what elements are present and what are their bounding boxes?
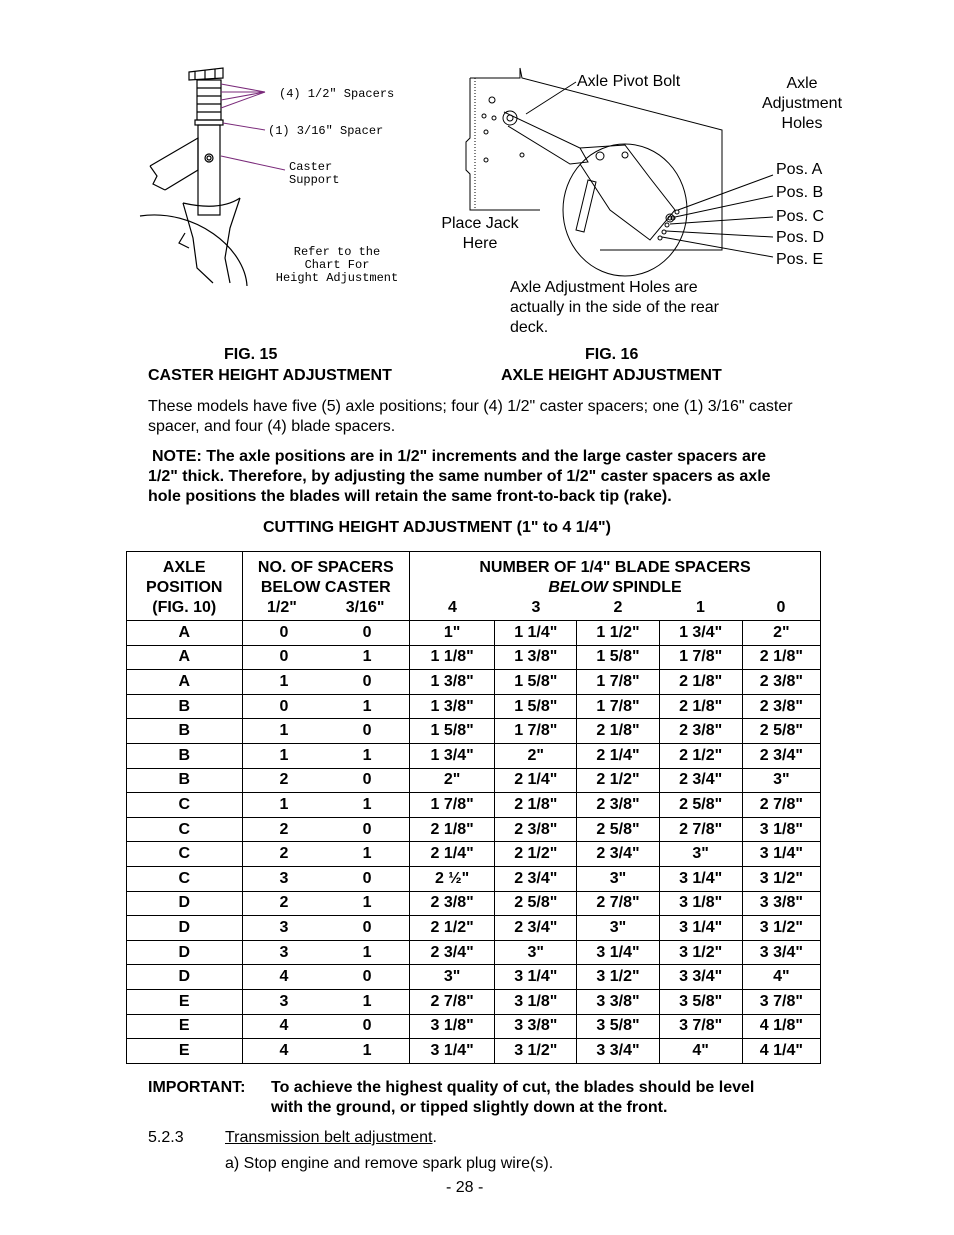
cell-cutting-height: 3": [659, 842, 742, 867]
cell-cutting-height: 3": [577, 866, 659, 891]
refer-line1: Refer to the: [293, 245, 381, 259]
cell-3-16-spacers: 0: [325, 916, 409, 941]
cell-cutting-height: 3 1/4": [659, 866, 742, 891]
label-aah-line1: Axle: [786, 75, 818, 92]
cell-cutting-height: 4 1/8": [742, 1014, 820, 1039]
cell-axle-position: E: [127, 1014, 243, 1039]
cell-cutting-height: 3 5/8": [659, 989, 742, 1014]
intro-line2: spacer, and four (4) blade spacers.: [148, 418, 396, 435]
label-half-inch-spacers: (4) 1/2" Spacers: [279, 87, 395, 101]
cell-3-16-spacers: 1: [325, 842, 409, 867]
cell-cutting-height: 3 1/8": [659, 891, 742, 916]
section-number: 5.2.3: [148, 1129, 184, 1146]
cell-half-spacers: 4: [242, 965, 325, 990]
table-row: [127, 621, 821, 646]
cell-half-spacers: 0: [242, 645, 325, 670]
table-row: [127, 866, 821, 891]
fig16-number: FIG. 16: [585, 346, 639, 363]
header-spacers-line1: NO. OF SPACERS: [257, 559, 394, 576]
cell-axle-position: B: [127, 719, 243, 744]
cell-cutting-height: 3 3/4": [577, 1039, 659, 1064]
cell-cutting-height: 1 7/8": [659, 645, 742, 670]
header-3-16-inch: 3/16": [345, 599, 385, 616]
cell-3-16-spacers: 1: [325, 645, 409, 670]
label-3-16-spacer: (1) 3/16" Spacer: [268, 124, 384, 138]
cell-cutting-height: 3": [495, 940, 577, 965]
table-row: [127, 719, 821, 744]
section-period: .: [432, 1129, 437, 1146]
axle-holes-note-line2: actually in the side of the rear: [510, 299, 720, 316]
cell-cutting-height: 1 5/8": [577, 645, 659, 670]
cell-cutting-height: 2 1/4": [495, 768, 577, 793]
cell-3-16-spacers: 0: [325, 817, 409, 842]
table-row: [127, 842, 821, 867]
axle-note: [148, 447, 771, 507]
cell-axle-position: D: [127, 965, 243, 990]
label-place-jack-line2: Here: [462, 235, 498, 252]
section-title: Transmission belt adjustment: [225, 1129, 433, 1146]
axle-holes-note-line3: deck.: [510, 319, 549, 336]
cell-3-16-spacers: 1: [325, 793, 409, 818]
cell-cutting-height: 3 3/8": [742, 891, 820, 916]
cell-cutting-height: 3 1/4": [659, 916, 742, 941]
label-pos-b: Pos. B: [776, 184, 824, 201]
cell-half-spacers: 0: [242, 621, 325, 646]
cell-cutting-height: 2 1/8": [742, 645, 820, 670]
cell-3-16-spacers: 1: [325, 989, 409, 1014]
cell-half-spacers: 3: [242, 916, 325, 941]
cell-cutting-height: 3 7/8": [659, 1014, 742, 1039]
header-half-inch: 1/2": [266, 599, 297, 616]
label-axle-pivot-bolt: Axle Pivot Bolt: [577, 73, 681, 90]
cell-cutting-height: 2 7/8": [659, 817, 742, 842]
cell-axle-position: C: [127, 866, 243, 891]
header-axle-line2: POSITION: [146, 579, 223, 596]
cell-half-spacers: 2: [242, 842, 325, 867]
header-spacer-sizes: [243, 598, 409, 618]
header-blade-col-3: 3: [531, 599, 541, 616]
cell-half-spacers: 0: [242, 694, 325, 719]
cell-cutting-height: 1 1/4": [495, 621, 577, 646]
cell-cutting-height: 3 1/8": [742, 817, 820, 842]
cell-cutting-height: 2 5/8": [742, 719, 820, 744]
cell-axle-position: D: [127, 916, 243, 941]
header-blade-spacers: [409, 552, 820, 621]
cell-cutting-height: 2 5/8": [577, 817, 659, 842]
cell-axle-position: A: [127, 645, 243, 670]
cell-cutting-height: 3 1/8": [495, 989, 577, 1014]
cell-cutting-height: 2 3/4": [659, 768, 742, 793]
label-place-jack-line1: Place Jack: [441, 215, 519, 232]
cell-cutting-height: 3 3/4": [659, 965, 742, 990]
cell-cutting-height: 3": [409, 965, 494, 990]
label-caster-support: [289, 161, 339, 187]
axle-note-line3: hole positions the blades will retain the same front-to-back tip (rake).: [148, 488, 672, 505]
cell-cutting-height: 2 3/4": [409, 940, 494, 965]
cell-3-16-spacers: 1: [325, 743, 409, 768]
label-place-jack: [430, 214, 530, 254]
cell-axle-position: B: [127, 768, 243, 793]
cell-cutting-height: 3 1/8": [409, 1014, 494, 1039]
cell-cutting-height: 3 3/8": [577, 989, 659, 1014]
cell-cutting-height: 2 7/8": [577, 891, 659, 916]
cell-3-16-spacers: 1: [325, 1039, 409, 1064]
cell-half-spacers: 1: [242, 719, 325, 744]
cell-cutting-height: 3 1/2": [659, 940, 742, 965]
cell-cutting-height: 3 1/4": [495, 965, 577, 990]
intro-line1: These models have five (5) axle positions; four (4) 1/2" caster spacers; one (1) 3/16" caster: [148, 398, 793, 415]
important-label: IMPORTANT:: [148, 1079, 246, 1096]
table-row: [127, 817, 821, 842]
cell-cutting-height: 4 1/4": [742, 1039, 820, 1064]
cell-cutting-height: 1 7/8": [495, 719, 577, 744]
table-row: [127, 989, 821, 1014]
cell-half-spacers: 1: [242, 793, 325, 818]
cell-cutting-height: 3 3/8": [495, 1014, 577, 1039]
cell-cutting-height: 2 3/8": [742, 670, 820, 695]
label-pos-e: Pos. E: [776, 251, 824, 268]
axle-note-line2: 1/2" thick. Therefore, by adjusting the same number of 1/2" caster spacers as axle: [148, 468, 771, 485]
cell-half-spacers: 1: [242, 743, 325, 768]
cell-cutting-height: 1 3/4": [659, 621, 742, 646]
important-line1: To achieve the highest quality of cut, the blades should be level: [271, 1079, 755, 1096]
cell-axle-position: B: [127, 694, 243, 719]
cell-cutting-height: 3 3/4": [742, 940, 820, 965]
cell-half-spacers: 2: [242, 768, 325, 793]
table-row: [127, 694, 821, 719]
cell-cutting-height: 3": [577, 916, 659, 941]
header-axle-line3: (FIG. 10): [152, 599, 217, 616]
cell-cutting-height: 2 3/4": [495, 916, 577, 941]
table-title: CUTTING HEIGHT ADJUSTMENT (1" to 4 1/4"): [263, 519, 611, 536]
cell-cutting-height: 2 1/8": [659, 670, 742, 695]
axle-holes-note: [510, 278, 719, 338]
cell-half-spacers: 2: [242, 817, 325, 842]
header-blade-col-2: 2: [613, 599, 623, 616]
table-row: [127, 743, 821, 768]
intro-paragraph: [148, 397, 793, 437]
cell-cutting-height: 2 ½": [409, 866, 494, 891]
fig15-number: FIG. 15: [224, 346, 278, 363]
cell-axle-position: E: [127, 1039, 243, 1064]
cell-half-spacers: 3: [242, 866, 325, 891]
label-pos-c: Pos. C: [776, 208, 825, 225]
cell-cutting-height: 1 3/8": [409, 670, 494, 695]
header-below-italic: BELOW: [548, 579, 608, 596]
cell-half-spacers: 3: [242, 940, 325, 965]
cell-cutting-height: 2 7/8": [742, 793, 820, 818]
cell-cutting-height: 1 7/8": [577, 670, 659, 695]
cell-cutting-height: 3 7/8": [742, 989, 820, 1014]
cell-cutting-height: 2 1/4": [409, 842, 494, 867]
cell-cutting-height: 4": [742, 965, 820, 990]
cell-cutting-height: 2 1/2": [659, 743, 742, 768]
cell-cutting-height: 3 1/2": [742, 916, 820, 941]
table-row: [127, 670, 821, 695]
refer-line3: Height Adjustment: [275, 271, 399, 285]
cell-cutting-height: 2": [409, 768, 494, 793]
cell-3-16-spacers: 1: [325, 694, 409, 719]
cell-cutting-height: 2 5/8": [659, 793, 742, 818]
cell-half-spacers: 2: [242, 891, 325, 916]
label-aah-line2: Adjustment: [761, 95, 843, 112]
table-row: [127, 1014, 821, 1039]
label-pos-d: Pos. D: [776, 229, 825, 246]
refer-to-chart-note: [268, 246, 406, 285]
cell-3-16-spacers: 0: [325, 866, 409, 891]
cell-axle-position: A: [127, 621, 243, 646]
cell-axle-position: E: [127, 989, 243, 1014]
cutting-height-table: [126, 551, 821, 1064]
cell-cutting-height: 1 7/8": [409, 793, 494, 818]
label-aah-line3: Holes: [781, 115, 823, 132]
cell-cutting-height: 3": [742, 768, 820, 793]
header-blade-cols: [410, 598, 820, 618]
cell-axle-position: C: [127, 793, 243, 818]
cell-cutting-height: 2 5/8": [495, 891, 577, 916]
cell-cutting-height: 1 3/4": [409, 743, 494, 768]
fig15-caption: CASTER HEIGHT ADJUSTMENT: [148, 367, 392, 384]
header-spacers-line2: BELOW CASTER: [260, 579, 391, 596]
refer-line2: Chart For: [304, 258, 370, 272]
section-heading: [225, 1128, 437, 1148]
cell-cutting-height: 3 1/4": [577, 940, 659, 965]
cell-cutting-height: 2 3/4": [742, 743, 820, 768]
table-row: [127, 965, 821, 990]
cell-cutting-height: 1 1/8": [409, 645, 494, 670]
cell-half-spacers: 3: [242, 989, 325, 1014]
cell-3-16-spacers: 0: [325, 719, 409, 744]
label-caster-support-line2: Support: [289, 173, 340, 187]
cell-3-16-spacers: 0: [325, 1014, 409, 1039]
cell-cutting-height: 1": [409, 621, 494, 646]
cell-cutting-height: 1 5/8": [409, 719, 494, 744]
cell-cutting-height: 2 1/8": [409, 817, 494, 842]
cell-cutting-height: 2 7/8": [409, 989, 494, 1014]
axle-holes-note-line1: Axle Adjustment Holes are: [510, 279, 698, 296]
header-spacers: [242, 552, 409, 621]
cell-3-16-spacers: 0: [325, 621, 409, 646]
cell-cutting-height: 2 3/8": [409, 891, 494, 916]
header-axle-line1: AXLE: [162, 559, 206, 576]
cell-cutting-height: 2 3/4": [495, 866, 577, 891]
cell-axle-position: C: [127, 842, 243, 867]
page-number: - 28 -: [446, 1179, 484, 1196]
cell-cutting-height: 2 3/8": [495, 817, 577, 842]
header-axle-position: [127, 552, 243, 621]
cell-cutting-height: 2 1/4": [577, 743, 659, 768]
table-row: [127, 891, 821, 916]
cell-cutting-height: 2 3/8": [742, 694, 820, 719]
cell-3-16-spacers: 0: [325, 670, 409, 695]
cell-cutting-height: 2 3/4": [577, 842, 659, 867]
cell-3-16-spacers: 1: [325, 940, 409, 965]
cell-3-16-spacers: 1: [325, 891, 409, 916]
cell-cutting-height: 2 1/8": [495, 793, 577, 818]
cell-axle-position: C: [127, 817, 243, 842]
cell-cutting-height: 2 1/2": [577, 768, 659, 793]
cell-cutting-height: 3 1/4": [409, 1039, 494, 1064]
cell-cutting-height: 4": [659, 1039, 742, 1064]
cell-cutting-height: 1 5/8": [495, 694, 577, 719]
table-row: [127, 940, 821, 965]
cell-cutting-height: 1 5/8": [495, 670, 577, 695]
header-blade-line1: NUMBER OF 1/4" BLADE SPACERS: [479, 559, 751, 576]
label-caster-support-line1: Caster: [289, 160, 333, 174]
cell-cutting-height: 1 3/8": [409, 694, 494, 719]
cell-cutting-height: 2": [742, 621, 820, 646]
table-row: [127, 793, 821, 818]
label-axle-adjustment-holes: [752, 74, 852, 134]
cell-cutting-height: 2 1/8": [659, 694, 742, 719]
table-row: [127, 768, 821, 793]
important-line2: with the ground, or tipped slightly down at the front.: [271, 1099, 668, 1116]
cell-axle-position: D: [127, 891, 243, 916]
table-row: [127, 1039, 821, 1064]
cell-3-16-spacers: 0: [325, 965, 409, 990]
cell-axle-position: D: [127, 940, 243, 965]
cell-cutting-height: 3 1/2": [742, 866, 820, 891]
cell-cutting-height: 2 3/8": [577, 793, 659, 818]
table-header-row: [127, 552, 821, 621]
header-blade-line2: [410, 578, 820, 598]
table-row: [127, 645, 821, 670]
header-blade-col-0: 0: [776, 599, 786, 616]
cell-axle-position: A: [127, 670, 243, 695]
cell-cutting-height: 2 1/2": [409, 916, 494, 941]
cell-3-16-spacers: 0: [325, 768, 409, 793]
cell-cutting-height: 1 3/8": [495, 645, 577, 670]
header-blade-col-1: 1: [696, 599, 705, 616]
axle-note-line1: NOTE: The axle positions are in 1/2" increments and the large caster spacers are: [152, 448, 767, 465]
cell-half-spacers: 4: [242, 1039, 325, 1064]
cell-axle-position: B: [127, 743, 243, 768]
important-text: [271, 1078, 754, 1118]
cell-cutting-height: 3 1/2": [577, 965, 659, 990]
cell-cutting-height: 3 1/4": [742, 842, 820, 867]
header-spindle: SPINDLE: [607, 579, 682, 596]
cell-cutting-height: 1 7/8": [577, 694, 659, 719]
cell-cutting-height: 2": [495, 743, 577, 768]
cell-cutting-height: 3 1/2": [495, 1039, 577, 1064]
cell-cutting-height: 2 1/2": [495, 842, 577, 867]
label-pos-a: Pos. A: [776, 161, 823, 178]
cell-half-spacers: 4: [242, 1014, 325, 1039]
cell-cutting-height: 1 1/2": [577, 621, 659, 646]
cell-cutting-height: 3 5/8": [577, 1014, 659, 1039]
cell-cutting-height: 2 3/8": [659, 719, 742, 744]
fig16-caption: AXLE HEIGHT ADJUSTMENT: [501, 367, 722, 384]
cell-half-spacers: 1: [242, 670, 325, 695]
cell-cutting-height: 2 1/8": [577, 719, 659, 744]
header-blade-col-4: 4: [448, 599, 457, 616]
table-row: [127, 916, 821, 941]
step-a: a) Stop engine and remove spark plug wire(s).: [225, 1155, 554, 1172]
